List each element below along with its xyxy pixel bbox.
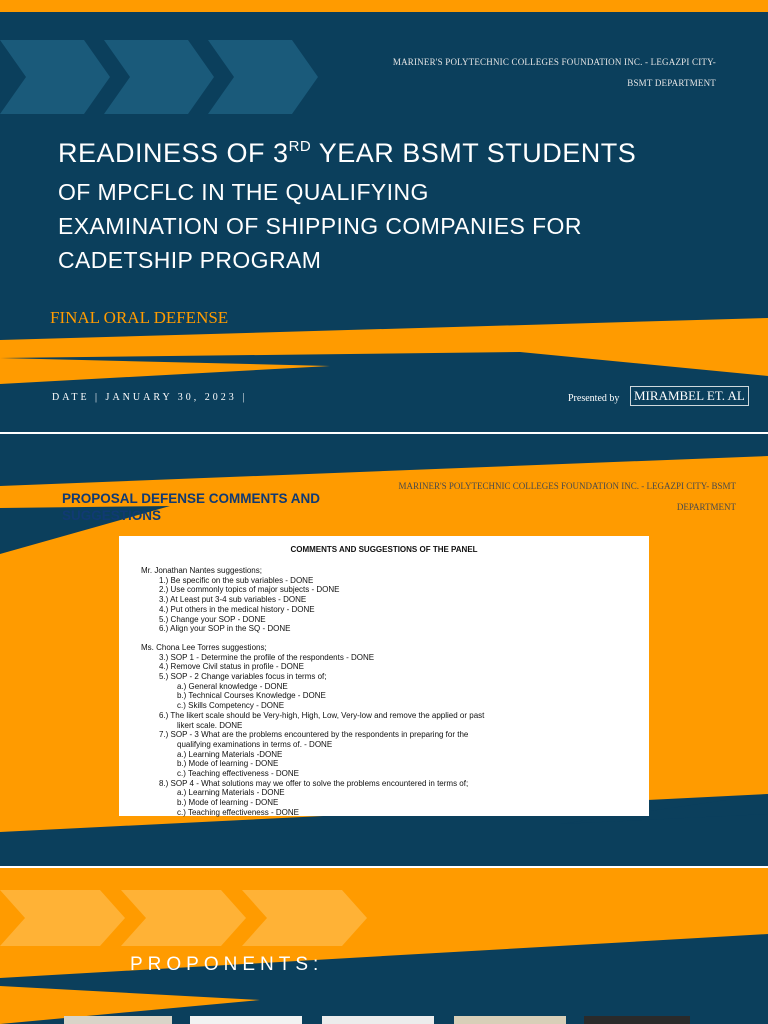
author-badge: MIRAMBEL ET. AL (630, 386, 749, 406)
comment-item: 6.) Align your SOP in the SQ - DONE (159, 624, 291, 634)
comment-item: 8.) SOP 4 - What solutions may we offer to solve the problems encountered in terms of; (159, 778, 469, 788)
school-name-line: MARINER'S POLYTECHNIC COLLEGES FOUNDATION INC. - LEGAZPI CITY- (392, 57, 716, 67)
comments-slide (0, 434, 768, 866)
comment-item: 5.) Change your SOP - DONE (159, 614, 266, 624)
panelist-2-list (119, 653, 649, 818)
navy-wave (0, 868, 768, 1024)
chevron-icon (104, 40, 214, 114)
comment-item: b.) Technical Courses Knowledge - DONE (177, 691, 326, 701)
presentation-subtitle (58, 175, 698, 277)
slide-heading: PROPOSAL DEFENSE COMMENTS AND SUGGESTIONS (62, 491, 321, 523)
defense-label: FINAL ORAL DEFENSE (50, 308, 229, 327)
school-header (356, 52, 716, 94)
presentation-date: DATE | JANUARY 30, 2023 | (52, 392, 248, 403)
presentation-title (58, 138, 636, 169)
orange-wave (0, 318, 768, 432)
comment-item: a.) General knowledge - DONE (177, 681, 288, 691)
comment-item: 7.) SOP - 3 What are the problems encountered by the respondents in preparing for the (159, 730, 469, 740)
title-suffix: YEAR BSMT STUDENTS (311, 138, 637, 168)
panelist-header: Mr. Jonathan Nantes suggestions; (141, 566, 262, 575)
panelist-1-list (119, 576, 649, 634)
comment-item: b.) Mode of learning - DONE (177, 759, 279, 769)
comment-item: a.) Learning Materials - DONE (177, 788, 285, 798)
top-accent-stripe (0, 0, 768, 12)
department-line: BSMT DEPARTMENT (627, 78, 716, 88)
proponent-photo (190, 1016, 302, 1024)
comment-item: c.) Skills Competency - DONE (177, 701, 285, 711)
school-name-line: MARINER'S POLYTECHNIC COLLEGES FOUNDATION INC. - LEGAZPI CITY- BSMT (398, 481, 736, 491)
panel-title: COMMENTS AND SUGGESTIONS OF THE PANEL (290, 545, 478, 554)
comment-item: 4.) Remove Civil status in profile - DONE (159, 662, 304, 672)
comment-item: likert scale. DONE (177, 720, 243, 730)
comment-item: 1.) Be specific on the sub variables - DONE (159, 575, 314, 585)
chevron-icon (208, 40, 318, 114)
proponents-slide (0, 868, 768, 1024)
comment-item: 6.) The likert scale should be Very-high, High, Low, Very-low and remove the applied or past (159, 710, 485, 720)
comment-item: 2.) Use commonly topics of major subjects - DONE (159, 585, 340, 595)
proponent-photo (322, 1016, 434, 1024)
proponent-photo (454, 1016, 566, 1024)
proponent-photo (584, 1016, 690, 1024)
comment-item: b.) Mode of learning - DONE (177, 798, 279, 808)
proponents-heading: PROPONENTS: (130, 954, 324, 975)
comment-item: qualifying examinations in terms of. - DONE (177, 739, 333, 749)
comment-item: 5.) SOP - 2 Change variables focus in terms of; (159, 672, 327, 682)
title-line-4: CADETSHIP PROGRAM (58, 247, 322, 273)
title-prefix: READINESS OF 3 (58, 138, 289, 168)
title-superscript: RD (288, 138, 312, 155)
comment-item: 3.) SOP 1 - Determine the profile of the respondents - DONE (159, 652, 375, 662)
chevron-decoration (0, 40, 318, 114)
comment-item: a.) Learning Materials -DONE (177, 749, 283, 759)
comment-item: c.) Teaching effectiveness - DONE (177, 769, 299, 779)
proponent-photo (64, 1016, 172, 1024)
comments-panel-image (119, 536, 649, 816)
comment-item: 3.) At Least put 3-4 sub variables - DONE (159, 595, 307, 605)
comment-item: 4.) Put others in the medical history - DONE (159, 604, 315, 614)
panelist-header: Ms. Chona Lee Torres suggestions; (141, 642, 267, 652)
title-slide (0, 0, 768, 432)
comment-item: c.) Teaching effectiveness - DONE (177, 807, 299, 817)
title-line-2: OF MPCFLC IN THE QUALIFYING (58, 179, 429, 205)
title-line-3: EXAMINATION OF SHIPPING COMPANIES FOR (58, 213, 582, 239)
chevron-icon (0, 40, 110, 114)
school-header (356, 476, 736, 518)
department-line: DEPARTMENT (676, 502, 736, 512)
presented-by-label: Presented by (568, 393, 620, 404)
